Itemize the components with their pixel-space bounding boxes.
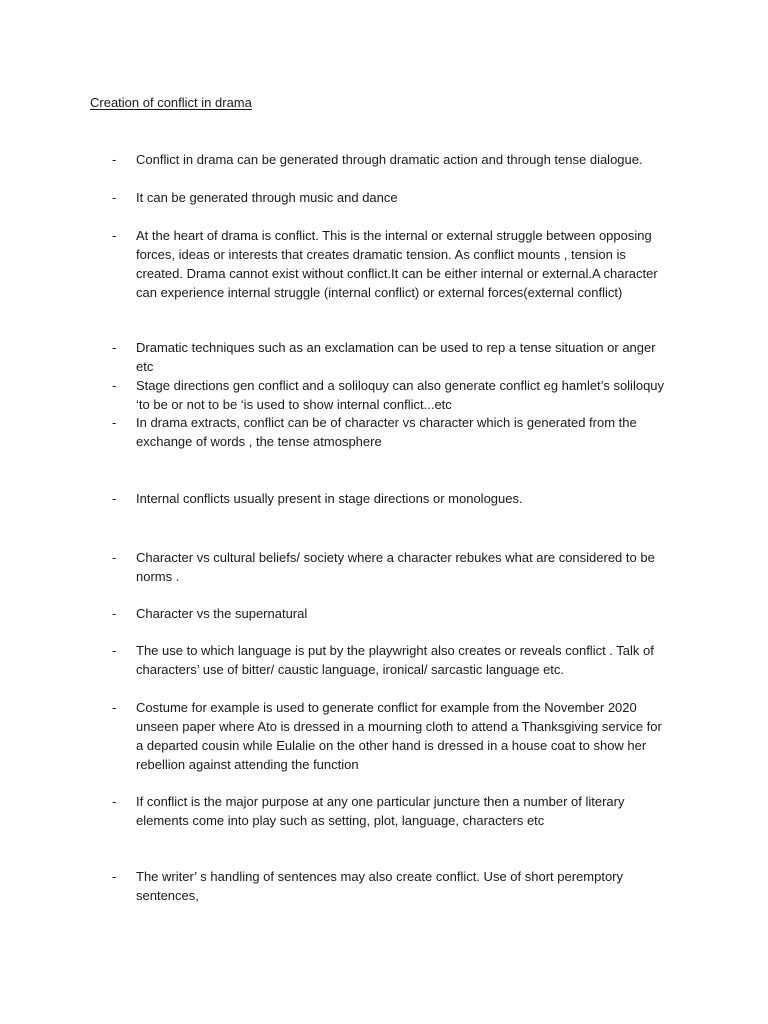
document-title: Creation of conflict in drama	[90, 95, 252, 110]
bullet-marker: -	[112, 152, 117, 167]
list-item	[112, 338, 672, 376]
list-item	[112, 376, 672, 414]
bullet-marker: -	[112, 643, 117, 658]
list-item	[112, 226, 672, 302]
list-item-text: Stage directions gen conflict and a soliloquy can also generate conflict eg hamlet’s soliloquy ‘to be or not to be ‘is used to show internal conflict...etc	[136, 378, 665, 412]
bullet-marker: -	[112, 491, 117, 506]
bullet-marker: -	[112, 550, 117, 565]
list-item-text: Character vs the supernatural	[136, 606, 308, 621]
list-item	[112, 489, 672, 508]
bullet-marker: -	[112, 794, 117, 809]
list-item-text: Costume for example is used to generate conflict for example from the November 2020 unseen paper where Ato is dressed in a mourning cloth to attend a Thanksgiving service for a departed cousin while Eulalie on the other hand is dressed in a house coat to show her rebellion against attending the function	[136, 700, 662, 772]
list-item-text: In drama extracts, conflict can be of character vs character which is generated from the exchange of words , the tense atmosphere	[136, 415, 637, 449]
bullet-marker: -	[112, 869, 117, 884]
list-item-text: The use to which language is put by the playwright also creates or reveals conflict . Talk of characters’ use of bitter/ caustic language, ironical/ sarcastic language etc.	[136, 643, 654, 677]
list-item-text: Character vs cultural beliefs/ society where a character rebukes what are considered to be norms .	[136, 550, 655, 584]
bullet-marker: -	[112, 700, 117, 715]
list-item	[112, 150, 672, 169]
list-item	[112, 641, 672, 679]
list-item	[112, 604, 672, 623]
list-item	[112, 792, 672, 830]
bullet-marker: -	[112, 190, 117, 205]
list-item-text: Dramatic techniques such as an exclamation can be used to rep a tense situation or anger etc	[136, 340, 656, 374]
list-item-text: Internal conflicts usually present in stage directions or monologues.	[136, 491, 523, 506]
list-item	[112, 548, 672, 586]
list-item	[112, 698, 672, 774]
bullet-marker: -	[112, 606, 117, 621]
bullet-marker: -	[112, 415, 117, 430]
list-item	[112, 867, 672, 905]
list-item-text: If conflict is the major purpose at any one particular juncture then a number of literary elements come into play such as setting, plot, language, characters etc	[136, 794, 625, 828]
bullet-marker: -	[112, 228, 117, 243]
list-item-text: Conflict in drama can be generated through dramatic action and through tense dialogue.	[136, 152, 643, 167]
list-item-text: The writer’ s handling of sentences may also create conflict. Use of short peremptory sentences,	[136, 869, 623, 903]
bullet-marker: -	[112, 378, 117, 393]
list-item	[112, 413, 672, 451]
list-item-text: It can be generated through music and dance	[136, 190, 398, 205]
list-item-text: At the heart of drama is conflict. This is the internal or external struggle between opposing forces, ideas or interests that creates dramatic tension. As conflict mounts , tension is created. Drama cannot exist without conflict.It can be either internal or external.A character can experience internal struggle (internal conflict) or external forces(external conflict)	[136, 228, 658, 300]
list-item	[112, 188, 672, 207]
bullet-marker: -	[112, 340, 117, 355]
